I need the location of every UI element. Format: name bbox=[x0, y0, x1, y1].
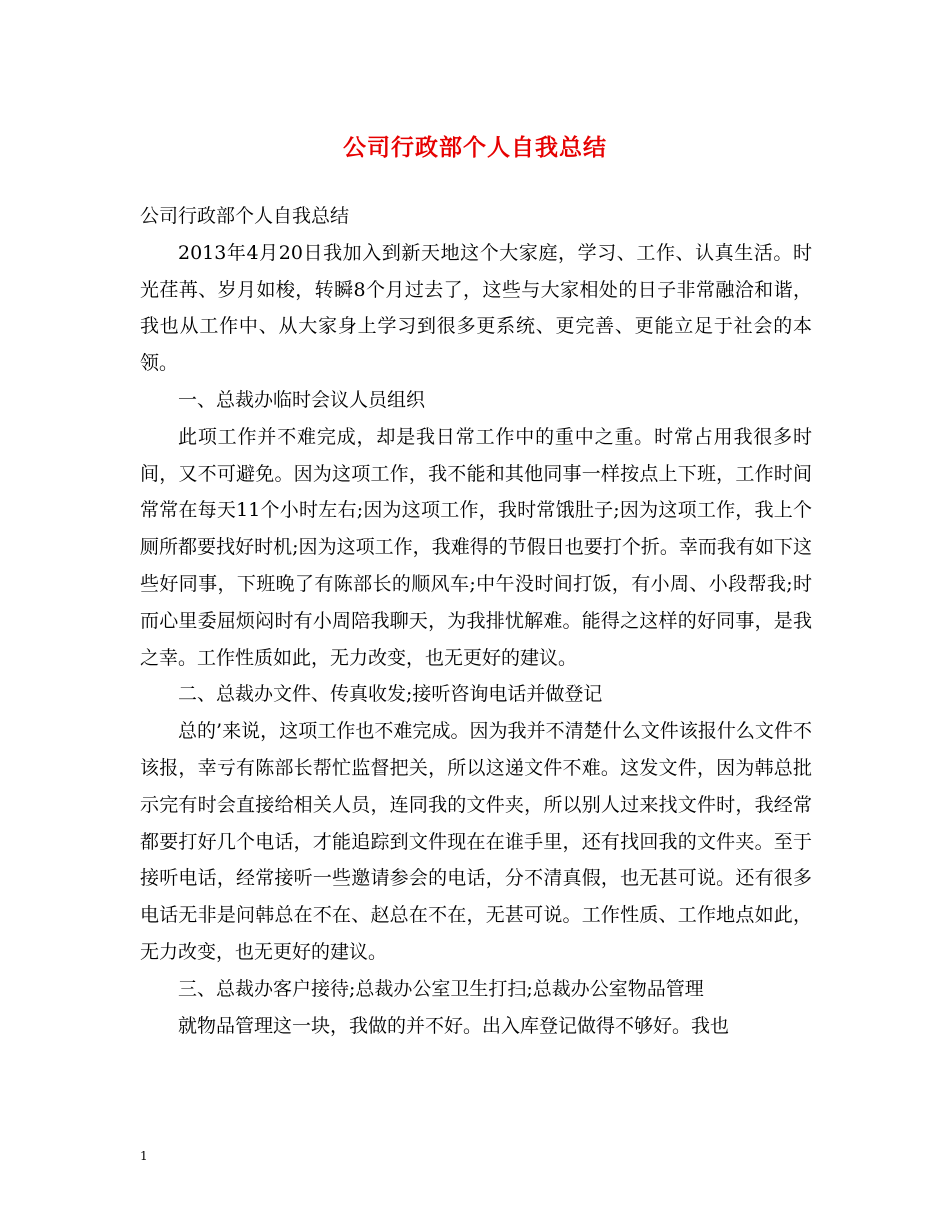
page-number: 1 bbox=[140, 1149, 148, 1163]
section-heading-3: 三、总裁办客户接待;总裁办公室卫生打扫;总裁办公室物品管理 bbox=[178, 977, 704, 1000]
paragraph-section-3: 就物品管理这一块，我做的并不好。出入库登记做得不够好。我也 bbox=[178, 1014, 730, 1037]
document-title: 公司行政部个人自我总结 bbox=[343, 134, 607, 161]
section-heading-2: 二、总裁办文件、传真收发;接听咨询电话并做登记 bbox=[178, 683, 603, 706]
paragraph-intro: 2013年4月20日我加入到新天地这个大家庭，学习、工作、认真生活。时光荏苒、岁月如梭，转瞬8个月过去了，这些与大家相处的日子非常融洽和谐，我也从工作中、从大家身上学习到很多更系统、更完善、更能立足于社会的本领。 bbox=[140, 241, 812, 375]
paragraph-section-2: 总的’来说，这项工作也不难完成。因为我并不清楚什么文件该报什么文件不该报，幸亏有陈部长帮忙监督把关，所以这递文件不难。这发文件，因为韩总批示完有时会直接给相关人员，连同我的文件夹，所以别人过来找文件时，我经常都要打好几个电话，才能追踪到文件现在在谁手里，还有找回我的文件夹。至于接听电话，经常接听一些邀请参会的电话，分不清真假，也无甚可说。还有很多电话无非是问韩总在不在、赵总在不在，无甚可说。工作性质、工作地点如此，无力改变，也无更好的建议。 bbox=[140, 720, 812, 963]
document-body bbox=[140, 198, 812, 1044]
section-heading-1: 一、总裁办临时会议人员组织 bbox=[178, 388, 426, 411]
paragraph-section-1: 此项工作并不难完成，却是我日常工作中的重中之重。时常占用我很多时间，又不可避免。因为这项工作，我不能和其他同事一样按点上下班，工作时间常常在每天11个小时左右;因为这项工作，我时常饿肚子;因为这项工作，我上个厕所都要找好时机;因为这项工作，我难得的节假日也要打个折。幸而我有如下这些好同事，下班晚了有陈部长的顺风车;中午没时间打饭，有小周、小段帮我;时而心里委屈烦闷时有小周陪我聊天，为我排忧解难。能得之这样的好同事，是我之幸。工作性质如此，无力改变，也无更好的建议。 bbox=[140, 425, 812, 669]
body-heading: 公司行政部个人自我总结 bbox=[140, 205, 350, 227]
